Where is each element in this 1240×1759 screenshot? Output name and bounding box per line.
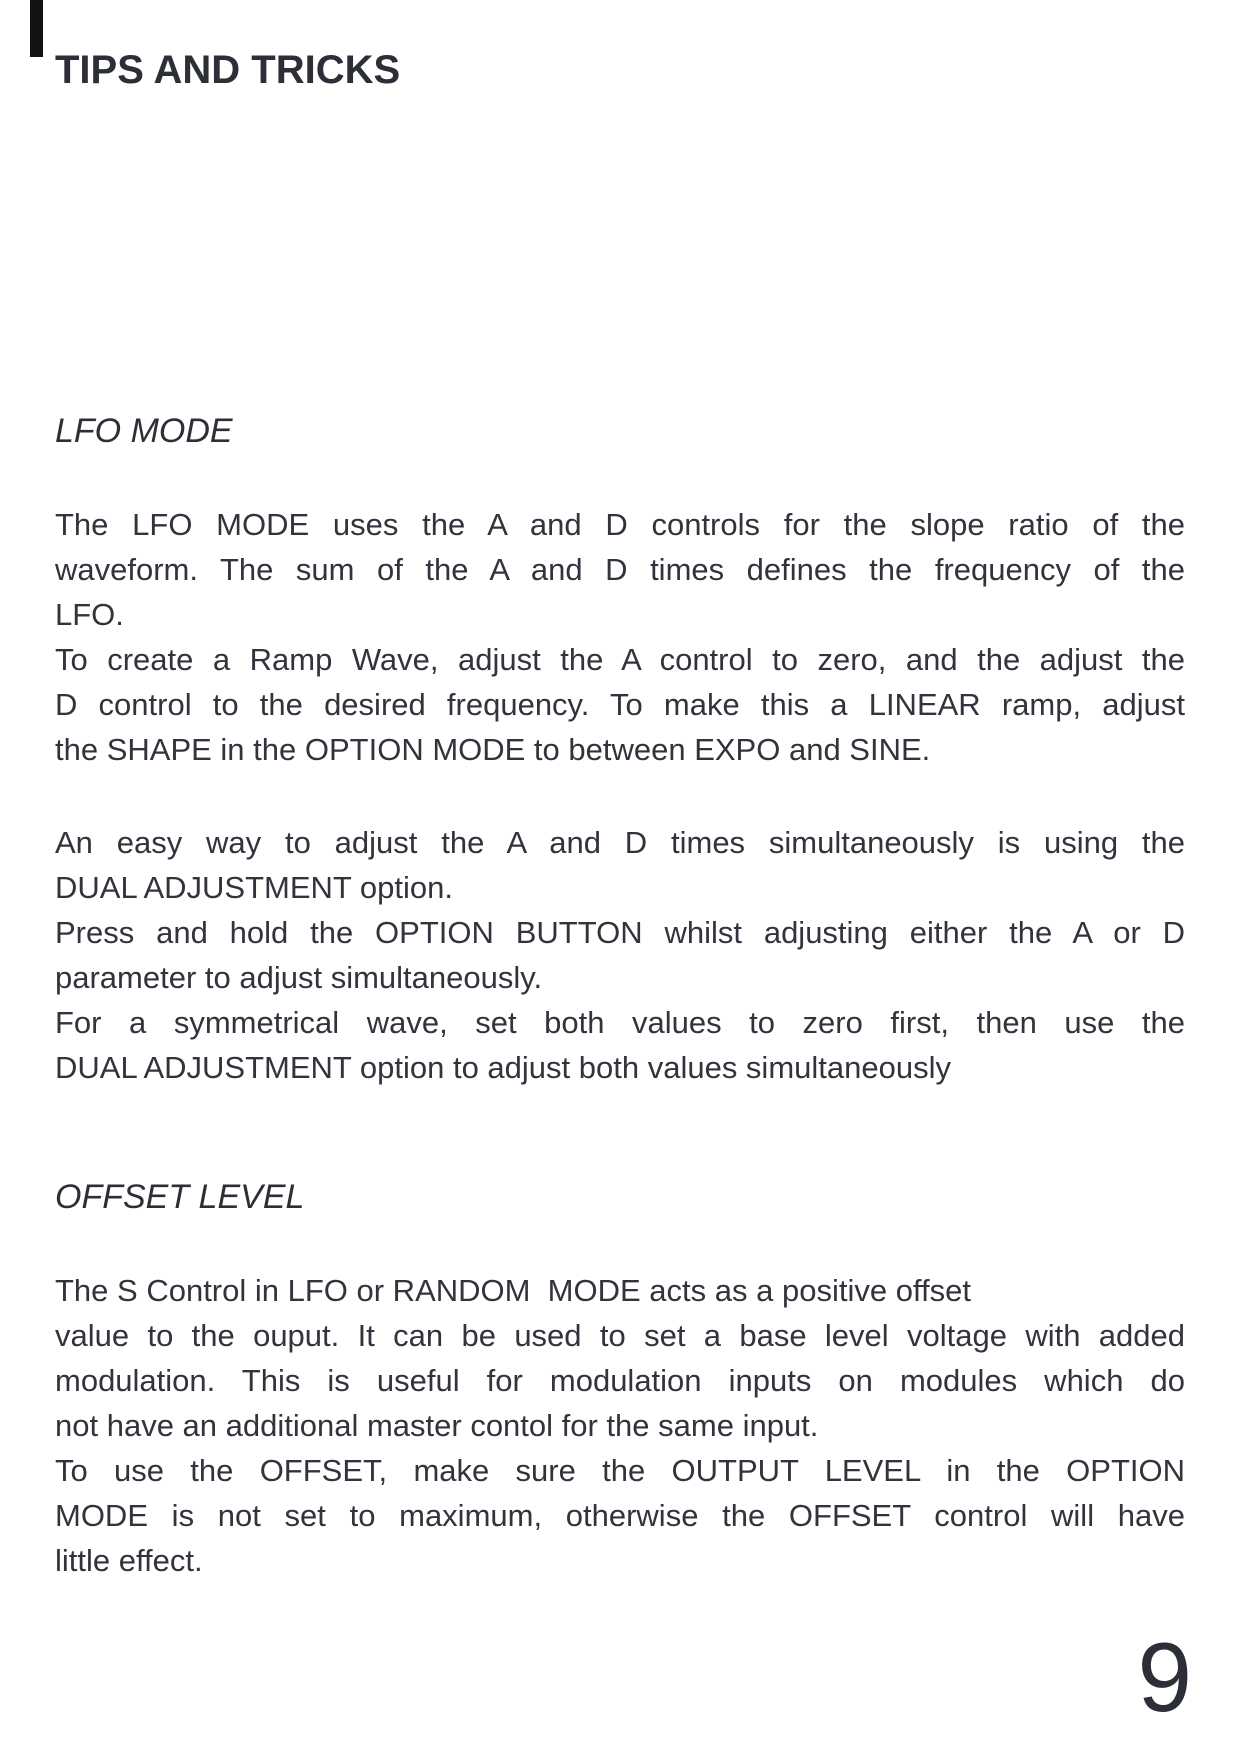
text-line: not have an additional master contol for the same input. [55,1408,819,1443]
text-line: the SHAPE in the OPTION MODE to between EXPO and SINE. [55,732,931,767]
section-heading-offset-level: OFFSET LEVEL [55,1178,305,1216]
text-line: For a symmetrical wave, set both values to zero first, then use the [55,1005,1185,1040]
text-line: modulation. This is useful for modulation inputs on modules which do [55,1363,1185,1398]
page-number: 9 [1137,1622,1192,1732]
text-line: Press and hold the OPTION BUTTON whilst adjusting either the A or D [55,915,1185,950]
paragraph-lfo-mode-1 [55,502,1185,772]
text-line: parameter to adjust simultaneously. [55,960,543,995]
text-line: waveform. The sum of the A and D times defines the frequency of the [55,552,1185,587]
text-line: MODE is not set to maximum, otherwise the OFFSET control will have [55,1498,1185,1533]
text-line: The LFO MODE uses the A and D controls for the slope ratio of the [55,507,1185,542]
text-line: DUAL ADJUSTMENT option to adjust both values simultaneously [55,1050,951,1085]
text-line: DUAL ADJUSTMENT option. [55,870,453,905]
text-line: little effect. [55,1543,203,1578]
text-line: value to the ouput. It can be used to set a base level voltage with added [55,1318,1185,1353]
page-title: TIPS AND TRICKS [55,48,401,92]
section-heading-lfo-mode: LFO MODE [55,412,233,450]
corner-trim-mark [30,0,43,57]
text-line: To use the OFFSET, make sure the OUTPUT LEVEL in the OPTION [55,1453,1185,1488]
text-line: LFO. [55,597,124,632]
text-line: The S Control in LFO or RANDOM MODE acts as a positive offset [55,1273,971,1308]
text-line: D control to the desired frequency. To make this a LINEAR ramp, adjust [55,687,1185,722]
paragraph-offset-level-1 [55,1268,1185,1583]
text-line: To create a Ramp Wave, adjust the A control to zero, and the adjust the [55,642,1185,677]
paragraph-lfo-mode-2 [55,820,1185,1090]
text-line: An easy way to adjust the A and D times simultaneously is using the [55,825,1185,860]
